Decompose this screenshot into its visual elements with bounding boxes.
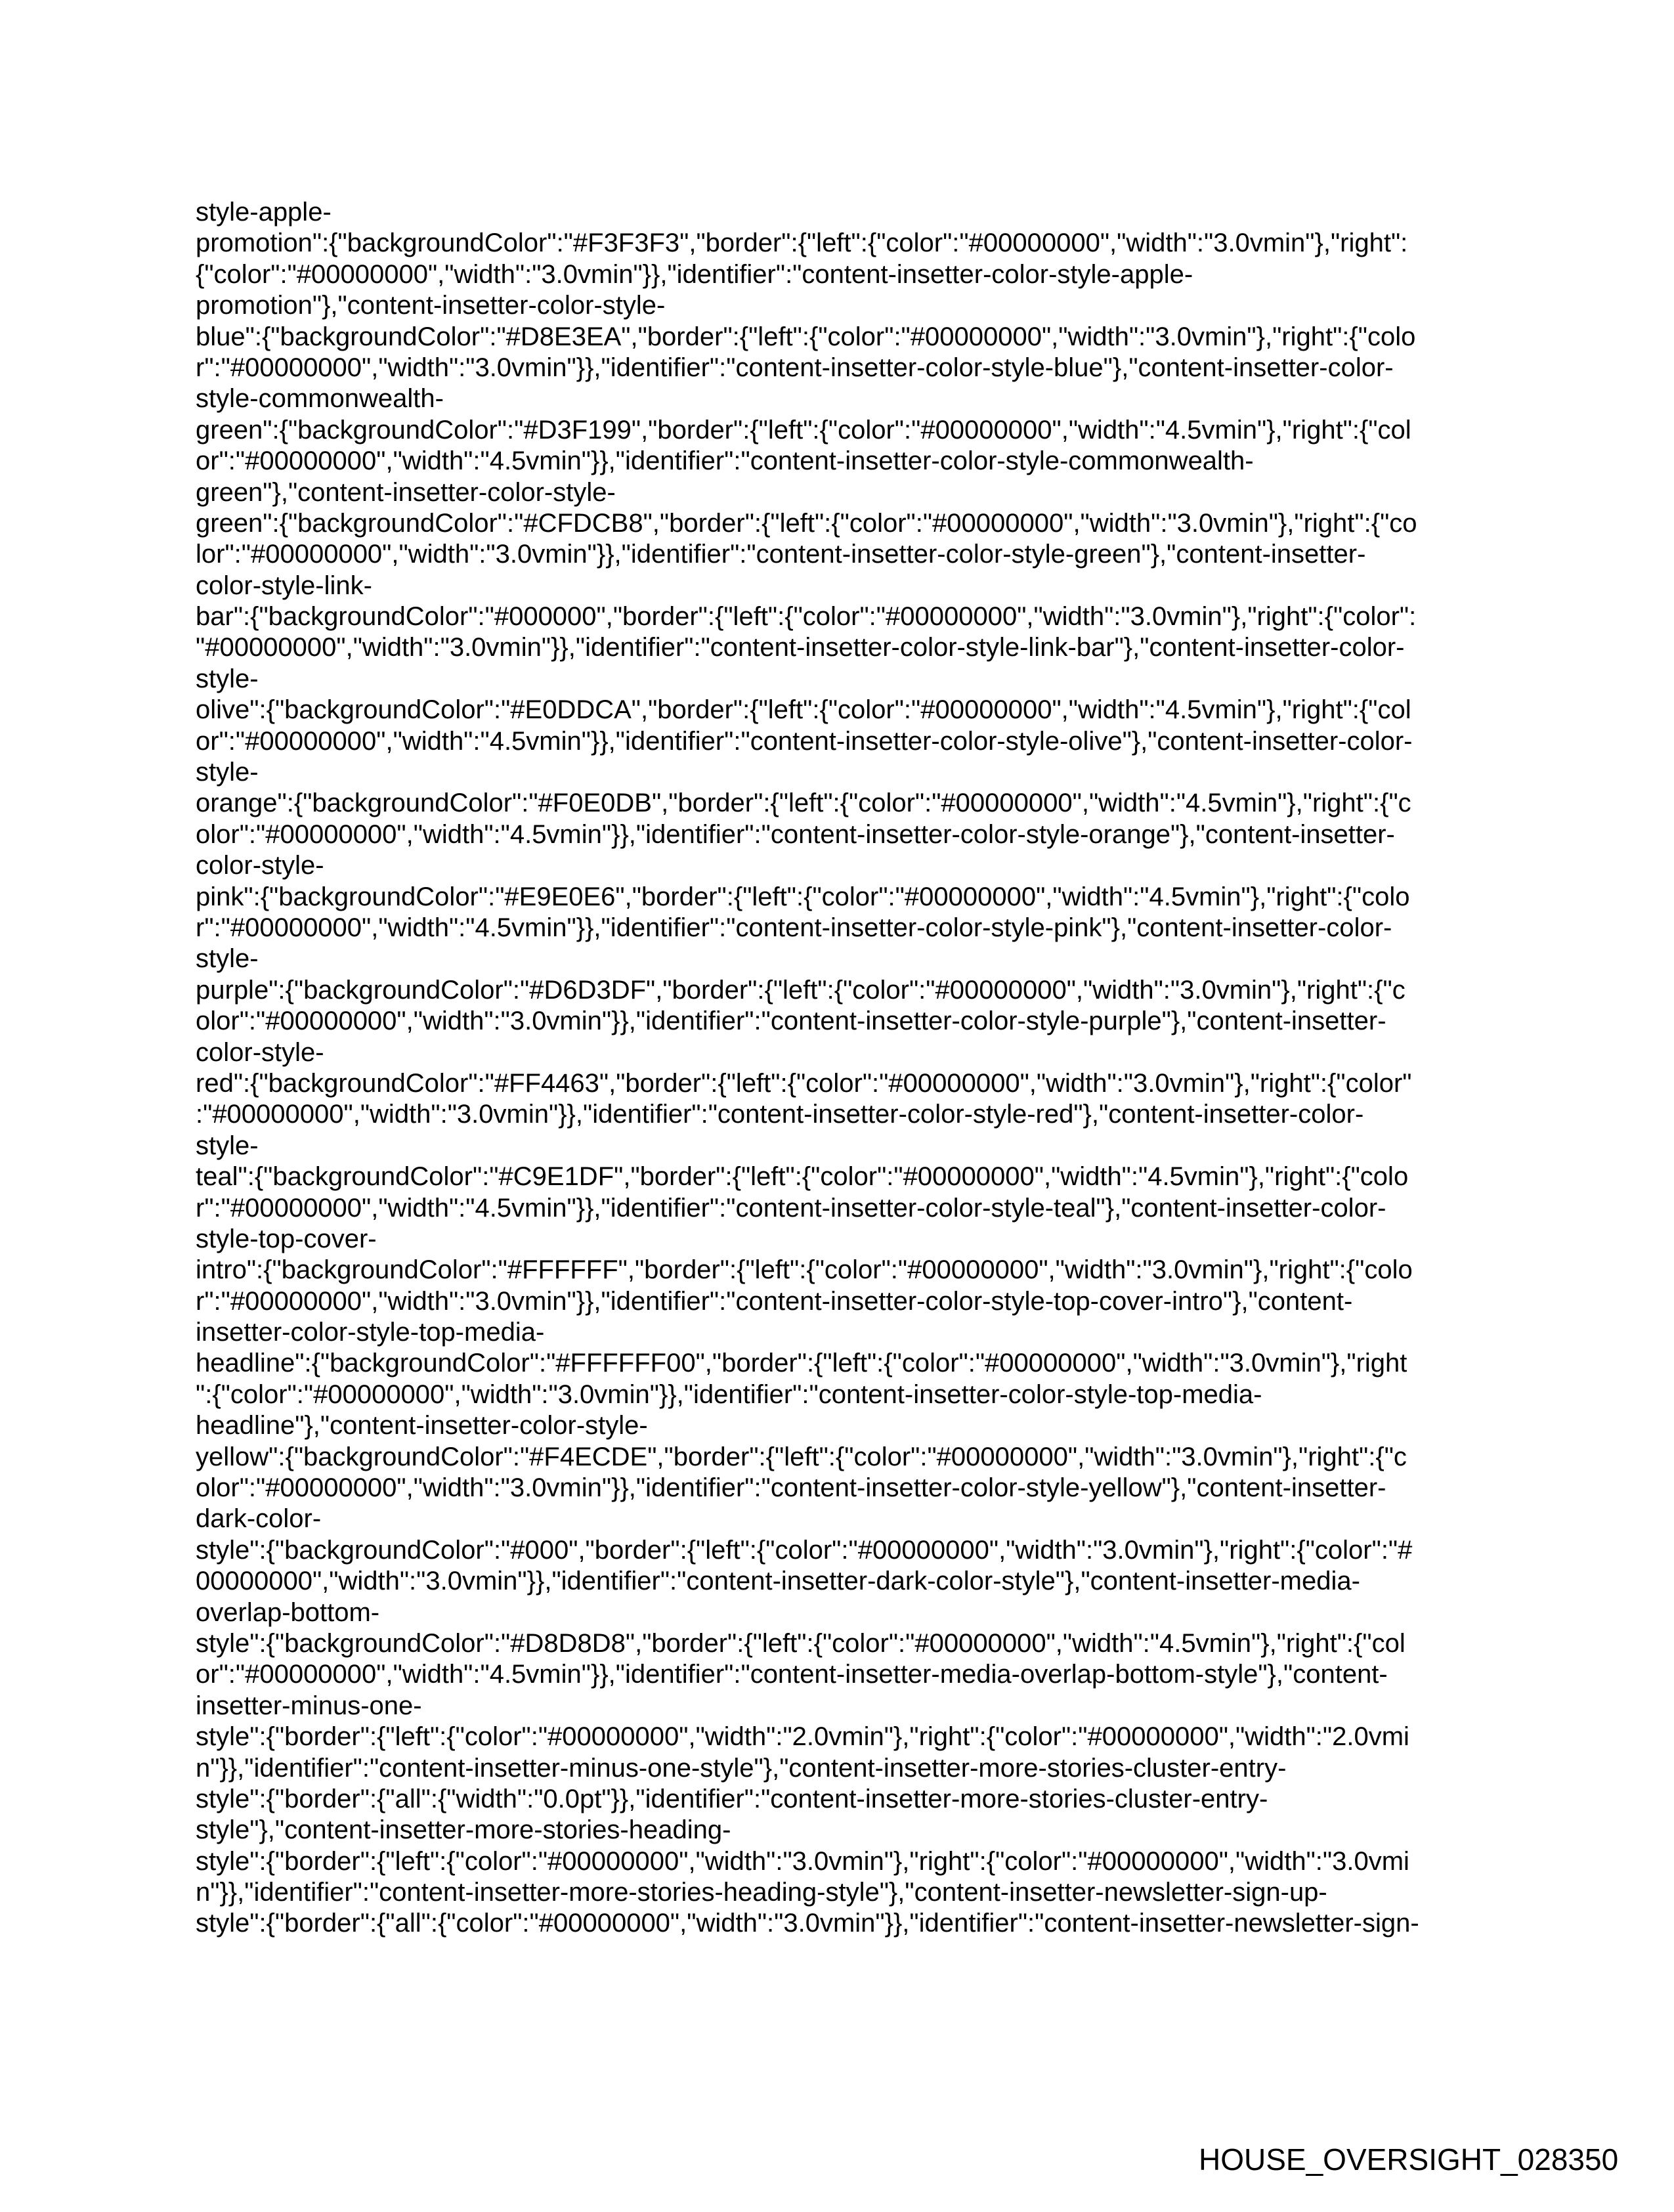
text-line: 00000000","width":"3.0vmin"}},"identifier":"content-insetter-dark-color-style"},"content-insetter-media- [196, 1567, 1360, 1596]
text-line: dark-color- [196, 1504, 322, 1534]
text-line: red":{"backgroundColor":"#FF4463","border":{"left":{"color":"#00000000","width":"3.0vmin"},"right":{"color" [196, 1068, 1412, 1098]
text-line: teal":{"backgroundColor":"#C9E1DF","border":{"left":{"color":"#00000000","width":"4.5vmin"},"right":{"colo [196, 1162, 1409, 1192]
text-line: or":"#00000000","width":"4.5vmin"}},"identifier":"content-insetter-color-style-commonwealth- [196, 446, 1254, 476]
text-line: olive":{"backgroundColor":"#E0DDCA","border":{"left":{"color":"#00000000","width":"4.5vmin"},"right":{"col [196, 695, 1411, 725]
text-line: style-top-cover- [196, 1224, 377, 1253]
text-line: style- [196, 1131, 259, 1160]
text-line: lor":"#00000000","width":"3.0vmin"}},"identifier":"content-insetter-color-style-green"},"content-insetter- [196, 540, 1366, 569]
text-line: r":"#00000000","width":"3.0vmin"}},"identifier":"content-insetter-color-style-top-cover-intro"},"content- [196, 1286, 1353, 1316]
text-line: r":"#00000000","width":"3.0vmin"}},"identifier":"content-insetter-color-style-blue"},"content-insetter-color- [196, 353, 1394, 382]
text-line: style":{"backgroundColor":"#000","border":{"left":{"color":"#00000000","width":"3.0vmin"},"right":{"color":"# [196, 1535, 1413, 1565]
text-line: style-commonwealth- [196, 384, 444, 414]
text-line: orange":{"backgroundColor":"#F0E0DB","border":{"left":{"color":"#00000000","width":"4.5vmin"},"right":{"c [196, 789, 1411, 818]
text-line: insetter-minus-one- [196, 1691, 422, 1720]
text-line: green":{"backgroundColor":"#CFDCB8","border":{"left":{"color":"#00000000","width":"3.0vmin"},"right":{"co [196, 508, 1417, 538]
document-body [196, 197, 1509, 1940]
text-line: ":{"color":"#00000000","width":"3.0vmin"}},"identifier":"content-insetter-color-style-top-media- [196, 1379, 1262, 1409]
text-line: headline":{"backgroundColor":"#FFFFFF00","border":{"left":{"color":"#00000000","width":"3.0vmin"},"right [196, 1349, 1407, 1378]
text-line: pink":{"backgroundColor":"#E9E0E6","border":{"left":{"color":"#00000000","width":"4.5vmin"},"right":{"colo [196, 882, 1410, 911]
text-line: bar":{"backgroundColor":"#000000","border":{"left":{"color":"#00000000","width":"3.0vmin"},"right":{"color": [196, 602, 1417, 632]
text-line: insetter-color-style-top-media- [196, 1318, 545, 1347]
text-line: style":{"border":{"left":{"color":"#00000000","width":"2.0vmin"},"right":{"color":"#00000000","width":"2.0vmi [196, 1722, 1409, 1752]
text-line: promotion":{"backgroundColor":"#F3F3F3","border":{"left":{"color":"#00000000","width":"3.0vmin"},"right": [196, 228, 1408, 258]
text-line: style- [196, 944, 259, 974]
text-line: green":{"backgroundColor":"#D3F199","border":{"left":{"color":"#00000000","width":"4.5vmin"},"right":{"col [196, 415, 1411, 445]
text-line: style- [196, 664, 259, 693]
text-line: blue":{"backgroundColor":"#D8E3EA","border":{"left":{"color":"#00000000","width":"3.0vmin"},"right":{"colo [196, 322, 1416, 351]
text-line: purple":{"backgroundColor":"#D6D3DF","border":{"left":{"color":"#00000000","width":"3.0vmin"},"right":{"c [196, 975, 1406, 1005]
text-line: style"},"content-insetter-more-stories-heading- [196, 1815, 731, 1845]
text-line: promotion"},"content-insetter-color-style- [196, 291, 666, 320]
text-line: style":{"backgroundColor":"#D8D8D8","border":{"left":{"color":"#00000000","width":"4.5vmin"},"right":{"col [196, 1628, 1406, 1658]
text-line: style":{"border":{"left":{"color":"#00000000","width":"3.0vmin"},"right":{"color":"#00000000","width":"3.0vmi [196, 1846, 1409, 1876]
text-line: "#00000000","width":"3.0vmin"}},"identifier":"content-insetter-color-style-link-bar"},"content-insetter-color- [196, 633, 1405, 662]
text-line: headline"},"content-insetter-color-style- [196, 1411, 648, 1441]
bates-stamp: HOUSE_OVERSIGHT_028350 [1199, 2142, 1619, 2177]
text-line: style-apple- [196, 198, 332, 227]
text-line: green"},"content-insetter-color-style- [196, 477, 616, 507]
text-line: intro":{"backgroundColor":"#FFFFFF","border":{"left":{"color":"#00000000","width":"3.0vmin"},"right":{"colo [196, 1255, 1413, 1285]
text-line: or":"#00000000","width":"4.5vmin"}},"identifier":"content-insetter-color-style-olive"},"content-insetter-color- [196, 726, 1413, 756]
text-line: r":"#00000000","width":"4.5vmin"}},"identifier":"content-insetter-color-style-teal"},"content-insetter-color- [196, 1193, 1386, 1223]
text-line: :"#00000000","width":"3.0vmin"}},"identifier":"content-insetter-color-style-red"},"content-insetter-color- [196, 1100, 1364, 1129]
text-line: r":"#00000000","width":"4.5vmin"}},"identifier":"content-insetter-color-style-pink"},"content-insetter-color- [196, 913, 1392, 942]
text-line: yellow":{"backgroundColor":"#F4ECDE","border":{"left":{"color":"#00000000","width":"3.0vmin"},"right":{"c [196, 1442, 1407, 1471]
text-line: n"}},"identifier":"content-insetter-more-stories-heading-style"},"content-insetter-newsletter-sign-up- [196, 1878, 1327, 1907]
text-line: olor":"#00000000","width":"3.0vmin"}},"identifier":"content-insetter-color-style-yellow"},"content-insetter- [196, 1473, 1386, 1503]
text-line: overlap-bottom- [196, 1597, 380, 1627]
text-line: n"}},"identifier":"content-insetter-minus-one-style"},"content-insetter-more-stories-cluster-entry- [196, 1753, 1287, 1783]
text-line: {"color":"#00000000","width":"3.0vmin"}},"identifier":"content-insetter-color-style-apple- [196, 259, 1193, 289]
text-line: color-style- [196, 851, 324, 880]
text-line: olor":"#00000000","width":"4.5vmin"}},"identifier":"content-insetter-color-style-orange"},"content-insetter- [196, 819, 1395, 849]
text-line: olor":"#00000000","width":"3.0vmin"}},"identifier":"content-insetter-color-style-purple"},"content-insetter- [196, 1007, 1386, 1036]
text-line: or":"#00000000","width":"4.5vmin"}},"identifier":"content-insetter-media-overlap-bottom-style"},"content- [196, 1660, 1388, 1689]
text-line: style":{"border":{"all":{"width":"0.0pt"}},"identifier":"content-insetter-more-stories-cluster-entry- [196, 1784, 1268, 1813]
text-line: color-style-link- [196, 571, 372, 600]
text-line: style- [196, 758, 259, 787]
text-line: style":{"border":{"all":{"color":"#00000000","width":"3.0vmin"}},"identifier":"content-insetter-newsletter-sign- [196, 1909, 1419, 1938]
text-line: color-style- [196, 1037, 324, 1067]
